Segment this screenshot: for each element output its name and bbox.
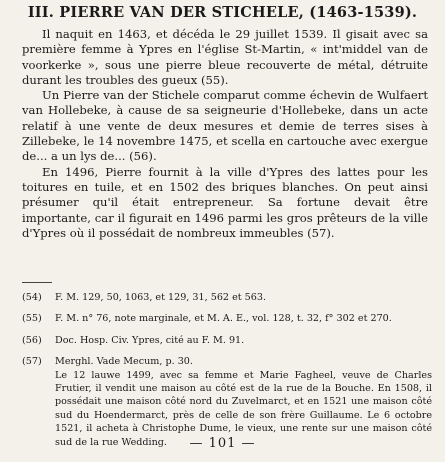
footnote <box>22 291 432 304</box>
footnote-number: (54) <box>22 292 42 303</box>
paragraph: En 1496, Pierre fournit à la ville d'Ypres des lattes pour les toitures en tuile, et en 1502 des briques blanches. On peut ainsi présumer qu'il était entrepreneur. Sa fortune devait être importante, car il figurait en 1496 parmi les gros prêteurs de la ville d'Ypres où il possédait de nombreux immeubles (57). <box>22 164 428 240</box>
footnote-text: Doc. Hosp. Civ. Ypres, cité au F. M. 91. <box>55 334 245 346</box>
footnote-separator <box>22 282 52 283</box>
page-number: — 101 — <box>189 436 256 451</box>
footnote-text: Merghl. Vade Mecum, p. 30. <box>55 356 193 368</box>
footnote <box>22 334 432 347</box>
footnote <box>22 355 432 449</box>
footnote-number: (55) <box>22 313 42 325</box>
chapter-heading: III. PIERRE VAN DER STICHELE, (1463-1539). <box>27 4 418 21</box>
paragraph: Un Pierre van der Stichele comparut comme échevin de Wulfaert van Hollebeke, à cause de sa seigneurie d'Hollebeke, dans un acte relatif à une vente de deux mesures et demie de terres sises à Zillebeke, le 14 novembre 1475, et scella en cartouche avec exergue de... a un lys de... (56). <box>22 88 428 164</box>
paragraph: Il naquit en 1463, et décéda le 29 juillet 1539. Il gisait avec sa première femme à Ypres en l'église St-Martin, « int'middel van de voorkerke », sous une pierre bleue recouverte de métal, détruite durant les troubles des gueux (55). <box>22 27 428 87</box>
footnote-body <box>55 355 432 449</box>
footnote <box>22 312 432 325</box>
footnote-text: F. M. n° 76, note marginale, et M. A. E., vol. 128, t. 32, f° 302 et 270. <box>55 313 392 325</box>
footnotes <box>22 291 432 457</box>
footnote-number: (56) <box>22 334 42 346</box>
footnote-text: F. M. 129, 50, 1063, et 129, 31, 562 et 563. <box>55 292 267 303</box>
body-text <box>22 27 428 241</box>
footnote-number: (57) <box>22 356 42 368</box>
footnote-detail: Le 12 lauwe 1499, avec sa femme et Marie Fagheel, veuve de Charles Frutier, il vendit une maison au côté est de la rue de la Bouche. En 1508, il possédait une maison côté nord du Zuvelmarct, et en 1521 une maison côté sud du Hoendermarct, près de celle de son frère Guillaume. Le 6 octobre 1521, il acheta à Christophe Dume, le vieux, une rente sur une maison côté sud de la rue Wedding. <box>55 369 432 448</box>
